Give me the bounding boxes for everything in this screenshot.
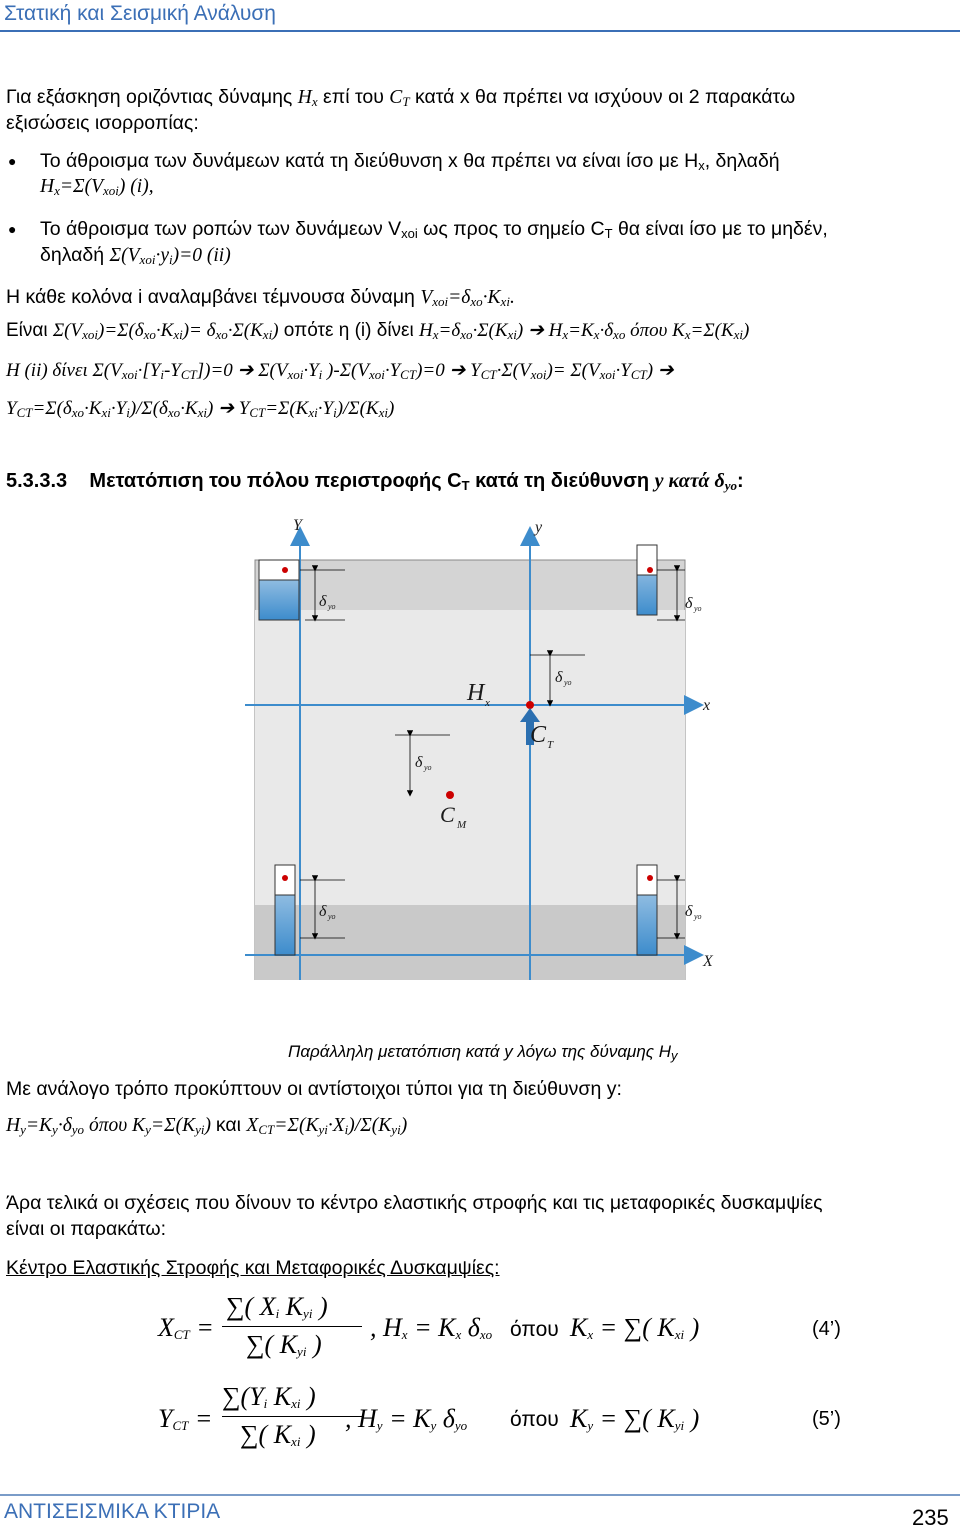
analog-paragraph: Με ανάλογο τρόπο προκύπτουν οι αντίστοιχοι τύποι για τη διεύθυνση y: (6, 1078, 622, 1100)
ct-point (526, 701, 534, 709)
label-delta: δ (685, 903, 693, 920)
equation-line-2: H (ii) δίνει $\Sigma(V_{xoi}\cdot[Y_i-Y_{CT}])=0$ ➔ $\Sigma(V_{xoi}\cdot Y_i$ )$-\Sigma(V_{xoi}\cdot Y_{CT})=0$ ➔ $Y_{CT}\cdot\Sigma(V_{xoi})= \Sigma(V_{xoi}\cdot Y_{CT})$ ➔ (6, 360, 674, 382)
bullet-1-line1: Το άθροισμα των δυνάμεων κατά τη διεύθυνση x θα πρέπει να είναι ίσο με $H_x$, δηλαδή (40, 150, 780, 173)
bullet-1-line2: $H_x=\Sigma(V_{xoi})$ (i), (40, 176, 154, 198)
label-delta: δ (685, 595, 693, 612)
section-heading: 5.3.3.3 Μετατόπιση του πόλου περιστροφής $C_T$ κατά τη διεύθυνση y κατά $\delta_{yo}$: (6, 470, 744, 493)
column-top-right (637, 545, 657, 615)
column-bottom-right (637, 865, 657, 955)
footer-rule (0, 1494, 960, 1496)
label-Hx-sub: x (485, 697, 490, 709)
label-CM-sub: M (457, 819, 467, 831)
label-delta: δ (319, 903, 327, 920)
final-paragraph-line1: Άρα τελικά οι σχέσεις που δίνουν το κέντρο ελαστικής στροφής και τις μεταφορικές δυσκαμψίες (6, 1192, 823, 1214)
svg-text:yo: yo (424, 763, 432, 772)
label-delta: δ (415, 754, 423, 771)
intro-paragraph-line2: εξισώσεις ισορροπίας: (6, 112, 199, 134)
label-CT-sub: T (547, 739, 554, 751)
label-delta: δ (555, 669, 563, 686)
column-shear-line: Η κάθε κολόνα i αναλαμβάνει τέμνουσα δύναμη $V_{xoi}=\delta_{xo}\cdot K_{xi}$. (6, 286, 515, 309)
footer-title: ΑΝΤΙΣΕΙΣΜΙΚΑ ΚΤΙΡΙΑ (4, 1500, 221, 1523)
label-X: X (703, 953, 713, 970)
equation-line-3: $Y_{CT}=\Sigma(\delta_{xo}\cdot K_{xi}\cdot Y_i)/\Sigma(\delta_{xo}\cdot K_{xi})$ ➔ $Y_{CT}=\Sigma(K_{xi}\cdot Y_i)/\Sigma(K_{xi})$ (6, 398, 395, 420)
intro-paragraph: Για εξάσκηση οριζόντιας δύναμης $H_x$ επί του $C_T$ κατά x θα πρέπει να ισχύουν οι 2 παρακάτω (6, 86, 796, 109)
svg-text:yo: yo (564, 678, 572, 687)
label-delta: δ (319, 593, 327, 610)
column-bottom-left (275, 865, 295, 955)
label-x: x (703, 697, 711, 714)
page-number: 235 (912, 1505, 949, 1530)
label-CM: C (440, 802, 455, 827)
label-y-shift: y (535, 519, 543, 536)
svg-text:yo: yo (328, 912, 336, 921)
bullet-dot: ● (8, 153, 17, 169)
label-Y-orig: Y (293, 517, 302, 534)
analog-equation: $H_y=K_y\cdot\delta_{yo}$ όπου $K_y=\Sigma(K_{yi})$ και $X_{CT}=\Sigma(K_{yi}\cdot X_i)/\Sigma(K_{yi})$ (6, 1114, 408, 1137)
svg-text:yo: yo (694, 604, 702, 613)
equation-line-1: Είναι $\Sigma(V_{xoi})=\Sigma(\delta_{xo}\cdot K_{xi})= \delta_{xo}\cdot\Sigma(K_{xi})$ οπότε η (i) δίνει $H_x=\delta_{xo}\cdot\Sigma(K_{xi})$ ➔ $H_x=K_x\cdot\delta_{xo}$ όπου $K_x=\Sigma(K_{xi})$ (6, 320, 750, 342)
header-rule (0, 30, 960, 32)
bullet-2-line2: δηλαδή $\Sigma(V_{xoi}\cdot y_i)=0$ (ii) (40, 244, 231, 267)
final-heading: Κέντρο Ελαστικής Στροφής και Μεταφορικές Δυσκαμψίες: (6, 1257, 500, 1279)
label-Hx: H (467, 680, 485, 706)
running-header (0, 0, 960, 34)
label-CT: C (530, 722, 547, 748)
header-title: Στατική και Σεισμική Ανάλυση (4, 2, 276, 25)
bullet-2-line1: Το άθροισμα των ροπών των δυνάμεων $V_{xoi}$ ως προς το σημείο $C_T$ θα είναι ίσο με το μηδέν, (40, 218, 828, 241)
svg-text:yo: yo (328, 602, 336, 611)
displacement-figure (245, 510, 725, 980)
svg-text:yo: yo (694, 912, 702, 921)
cm-point (446, 791, 454, 799)
final-paragraph-line2: είναι οι παρακάτω: (6, 1218, 167, 1240)
figure-caption: Παράλληλη μετατόπιση κατά y λόγω της δύναμης $H_y$ (288, 1042, 678, 1063)
column-top-left (259, 560, 299, 620)
slab-shifted (255, 610, 685, 910)
bullet-dot: ● (8, 221, 17, 237)
